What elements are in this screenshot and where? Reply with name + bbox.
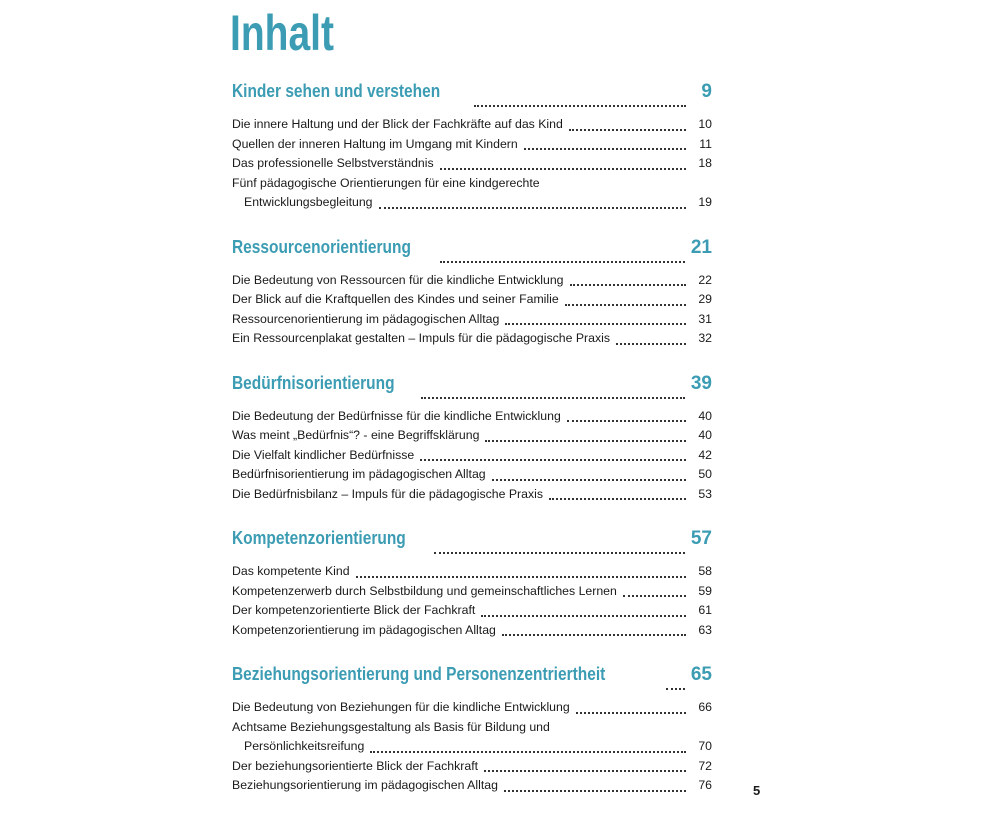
section-page-number: 9 (701, 81, 712, 102)
toc-section-heading[interactable] (232, 373, 712, 403)
toc-entry[interactable] (232, 115, 712, 135)
toc-entry-label: Die Bedeutung von Ressourcen für die kindliche Entwicklung (232, 272, 564, 287)
toc-section (232, 664, 712, 796)
toc-entry-page-number: 59 (698, 583, 712, 598)
toc-entry-label-line1: Fünf pädagogische Orientierungen für eine kindgerechte (232, 175, 540, 190)
toc-entry-page-number: 50 (698, 467, 712, 481)
toc-entry-page-number: 40 (698, 408, 712, 423)
toc-entry-label: Ressourcenorientierung im pädagogischen Alltag (232, 311, 500, 326)
toc-entry-label: Quellen der inneren Haltung im Umgang mit Kindern (232, 136, 518, 151)
toc-entry-page-number: 10 (698, 117, 712, 131)
toc-entry-label: Das professionelle Selbstverständnis (232, 156, 434, 170)
dot-leader (616, 343, 686, 345)
section-heading-label: Kompetenzorientierung (232, 528, 406, 548)
dot-leader (492, 479, 686, 481)
toc-entry-page-number: 70 (698, 739, 712, 753)
toc-entry[interactable] (232, 582, 712, 602)
toc-entry[interactable] (232, 621, 712, 641)
toc-section-heading[interactable] (232, 81, 712, 111)
dot-leader (440, 168, 686, 170)
toc-entry[interactable] (232, 485, 712, 505)
toc-entry-label: Die Bedürfnisbilanz – Impuls für die pädagogische Praxis (232, 486, 544, 501)
toc-entry-page-number: 22 (698, 272, 712, 287)
toc-entry-page-number: 53 (698, 486, 712, 501)
toc-entry-label: Ein Ressourcenplakat gestalten – Impuls für die pädagogische Praxis (232, 331, 611, 345)
dot-leader (570, 284, 686, 286)
section-heading-label: Bedürfnisorientierung (232, 372, 395, 393)
table-of-contents (232, 81, 712, 820)
section-heading-label: Beziehungsorientierung und Personenzentriertheit (232, 664, 606, 684)
toc-entry-page-number: 19 (698, 195, 712, 209)
toc-entry[interactable] (232, 776, 712, 796)
dot-leader (481, 615, 686, 617)
toc-entry-page-number: 42 (698, 447, 712, 462)
section-page-number: 57 (690, 528, 712, 549)
toc-entry-page-number: 76 (698, 778, 712, 792)
toc-entry-page-number: 29 (698, 292, 712, 306)
toc-entry-label: Der beziehungsorientierte Blick der Fachkraft (232, 758, 479, 773)
toc-section-heading[interactable] (232, 664, 712, 694)
section-page-number: 21 (690, 236, 712, 258)
toc-entry[interactable] (232, 174, 712, 213)
toc-entry[interactable] (232, 426, 712, 446)
toc-entry-label: Der kompetenzorientierte Blick der Fachkraft (232, 603, 476, 617)
toc-entry-page-number: 72 (698, 758, 712, 773)
toc-entry-page-number: 63 (698, 622, 712, 637)
dot-leader (565, 304, 686, 306)
dot-leader (421, 397, 685, 399)
dot-leader (484, 770, 686, 772)
dot-leader (434, 552, 685, 554)
section-heading-label: Ressourcenorientierung (232, 236, 411, 257)
toc-entry-page-number: 66 (698, 700, 712, 714)
toc-entry[interactable] (232, 718, 712, 757)
dot-leader (370, 751, 686, 753)
toc-entry[interactable] (232, 135, 712, 155)
dot-leader (505, 323, 686, 325)
dot-leader (576, 712, 686, 714)
toc-entry-page-number: 40 (698, 428, 712, 442)
dot-leader (485, 440, 686, 442)
dot-leader (474, 105, 686, 107)
dot-leader (440, 261, 685, 263)
toc-entry-label: Die Vielfalt kindlicher Bedürfnisse (232, 447, 415, 462)
dot-leader (524, 148, 686, 150)
toc-entry-label: Die Bedeutung von Beziehungen für die kindliche Entwicklung (232, 700, 570, 714)
dot-leader (379, 207, 686, 209)
toc-entry[interactable] (232, 310, 712, 330)
dot-leader (502, 634, 686, 636)
toc-entry-label: Kompetenzerwerb durch Selbstbildung und gemeinschaftliches Lernen (232, 583, 617, 598)
toc-entry-label: Die Bedeutung der Bedürfnisse für die kindliche Entwicklung (232, 408, 561, 423)
toc-entry-label-line1: Achtsame Beziehungsgestaltung als Basis für Bildung und (232, 719, 550, 734)
toc-entry[interactable] (232, 290, 712, 310)
dot-leader (420, 459, 686, 461)
toc-entry-label: Beziehungsorientierung im pädagogischen Alltag (232, 778, 498, 792)
toc-entry[interactable] (232, 562, 712, 582)
toc-entry-label: Bedürfnisorientierung im pädagogischen Alltag (232, 467, 486, 481)
section-heading-label: Kinder sehen und verstehen (232, 81, 441, 101)
dot-leader (666, 688, 685, 690)
toc-entry-label: Persönlichkeitsreifung (244, 739, 365, 753)
dot-leader (356, 576, 686, 578)
toc-entry-page-number: 32 (698, 331, 712, 345)
toc-section (232, 81, 712, 213)
toc-entry-page-number: 31 (698, 311, 712, 326)
toc-entry[interactable] (232, 465, 712, 485)
toc-entry[interactable] (232, 601, 712, 621)
toc-entry[interactable] (232, 329, 712, 349)
toc-entry-page-number: 61 (698, 603, 712, 617)
dot-leader (623, 595, 686, 597)
toc-section (232, 528, 712, 640)
toc-entry-label: Das kompetente Kind (232, 564, 350, 578)
toc-entry-label: Entwicklungsbegleitung (244, 195, 373, 209)
page-number: 5 (753, 783, 761, 798)
toc-entry[interactable] (232, 698, 712, 718)
page-title: Inhalt (230, 5, 334, 61)
dot-leader (504, 790, 686, 792)
toc-entry-page-number: 18 (698, 156, 712, 170)
toc-section-heading[interactable] (232, 237, 712, 267)
toc-entry-label: Was meint „Bedürfnis“? - eine Begriffsklärung (232, 428, 480, 442)
dot-leader (549, 498, 686, 500)
toc-section (232, 373, 712, 505)
toc-entry-page-number: 11 (699, 136, 712, 151)
toc-entry-label: Der Blick auf die Kraftquellen des Kindes und seiner Familie (232, 292, 559, 306)
toc-entry-label: Die innere Haltung und der Blick der Fachkräfte auf das Kind (232, 117, 563, 131)
toc-entry[interactable] (232, 407, 712, 427)
dot-leader (567, 420, 686, 422)
section-page-number: 65 (690, 664, 712, 685)
toc-entry[interactable] (232, 757, 712, 777)
toc-entry-page-number: 58 (698, 564, 712, 578)
toc-entry[interactable] (232, 446, 712, 466)
section-page-number: 39 (690, 372, 712, 394)
dot-leader (569, 129, 686, 131)
toc-section-heading[interactable] (232, 528, 712, 558)
toc-entry[interactable] (232, 154, 712, 174)
toc-section (232, 237, 712, 349)
toc-entry-label: Kompetenzorientierung im pädagogischen Alltag (232, 622, 496, 637)
toc-entry[interactable] (232, 271, 712, 291)
